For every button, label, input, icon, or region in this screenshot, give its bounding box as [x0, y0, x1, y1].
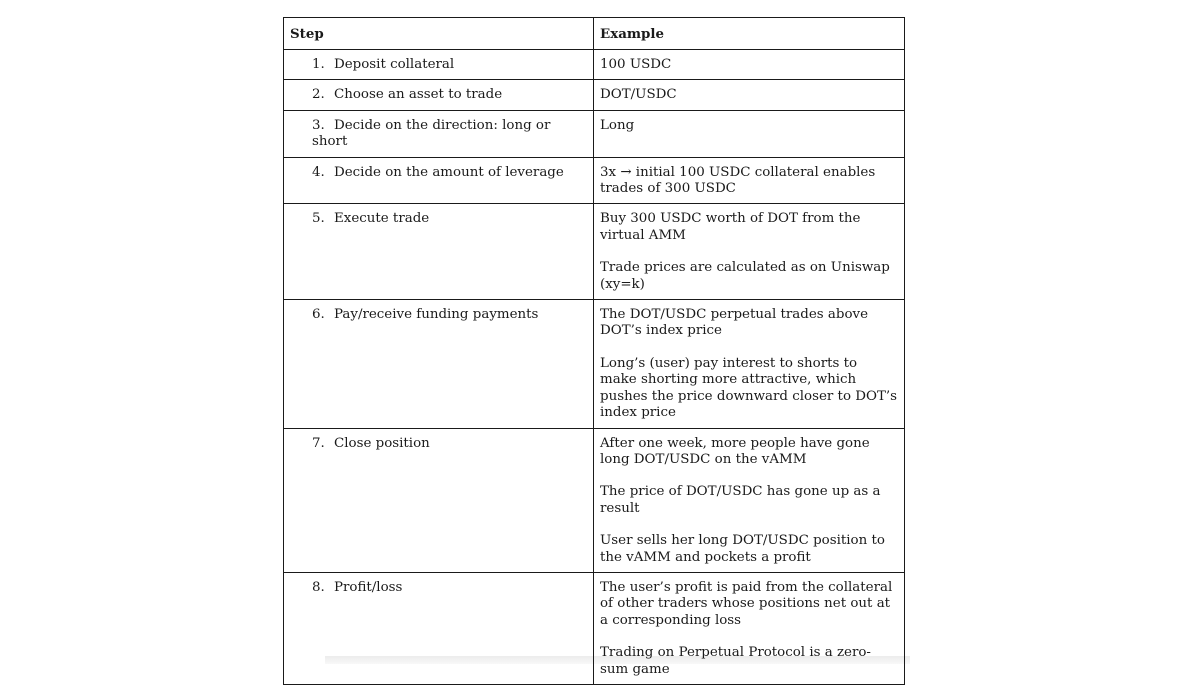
step-number: 4.: [312, 164, 325, 180]
table-row: [284, 300, 905, 428]
table-row: [284, 110, 905, 157]
step-number: 6.: [312, 307, 325, 323]
example-text: The DOT/USDC perpetual trades above DOT’s index price: [600, 307, 869, 339]
example-text: 100 USDC: [600, 57, 672, 72]
header-example: Example: [594, 18, 905, 50]
table-row: [284, 204, 905, 300]
example-cell: [594, 300, 905, 428]
example-text: User sells her long DOT/USDC position to the vAMM and pockets a profit: [600, 533, 885, 565]
step-cell: [284, 80, 594, 110]
example-cell: [594, 428, 905, 572]
example-text: The price of DOT/USDC has gone up as a result: [600, 484, 881, 516]
header-row: [284, 18, 905, 50]
step-label: Execute trade: [334, 211, 430, 227]
example-text: After one week, more people have gone long DOT/USDC on the vAMM: [600, 435, 870, 467]
step-cell: [284, 110, 594, 157]
steps-table: [283, 17, 905, 685]
table-row: [284, 50, 905, 80]
example-text: Buy 300 USDC worth of DOT from the virtual AMM: [600, 211, 861, 243]
step-cell: [284, 157, 594, 204]
step-label: Deposit collateral: [334, 57, 455, 72]
step-cell: [284, 572, 594, 684]
step-cell: [284, 204, 594, 300]
step-label: Decide on the amount of leverage: [334, 164, 564, 180]
example-text: The user’s profit is paid from the collateral of other traders whose positions net out at a corresponding loss: [600, 579, 893, 628]
step-number: 8.: [312, 579, 325, 595]
step-cell: [284, 428, 594, 572]
step-label: Choose an asset to trade: [334, 87, 503, 103]
table-row: [284, 572, 905, 684]
step-number: 7.: [312, 435, 325, 451]
step-number: 2.: [312, 87, 325, 103]
step-cell: [284, 50, 594, 80]
header-step: Step: [284, 18, 594, 50]
example-text: Trading on Perpetual Protocol is a zero-sum game: [600, 645, 871, 677]
example-cell: [594, 157, 905, 204]
example-cell: [594, 572, 905, 684]
step-label: Profit/loss: [334, 579, 403, 595]
example-cell: [594, 110, 905, 157]
step-number: 3.: [312, 117, 325, 133]
table-row: [284, 428, 905, 572]
example-text: DOT/USDC: [600, 87, 677, 103]
example-cell: [594, 204, 905, 300]
example-text: 3x → initial 100 USDC collateral enables trades of 300 USDC: [600, 164, 876, 197]
example-text: Long’s (user) pay interest to shorts to make shorting more attractive, which pushes the price downward closer to DOT’s index price: [600, 355, 898, 421]
step-label: Close position: [334, 435, 430, 451]
example-text: Long: [600, 117, 635, 133]
example-text: Trade prices are calculated as on Uniswap (xy=k): [600, 260, 890, 292]
table-row: [284, 80, 905, 110]
step-number: 5.: [312, 211, 325, 227]
step-cell: [284, 300, 594, 428]
example-cell: [594, 50, 905, 80]
step-label: Decide on the direction: long or short: [312, 117, 551, 150]
step-number: 1.: [312, 57, 325, 72]
table-row: [284, 157, 905, 204]
step-label: Pay/receive funding payments: [334, 307, 539, 323]
example-cell: [594, 80, 905, 110]
